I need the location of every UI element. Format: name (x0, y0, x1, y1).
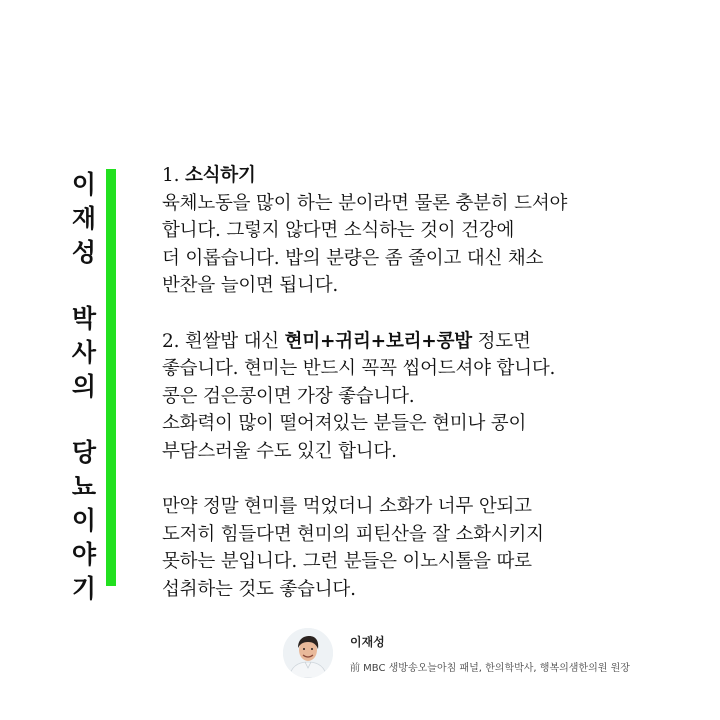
section-2-line: 부담스러울 수도 있긴 합니다. (162, 440, 397, 462)
section-1 (162, 162, 702, 300)
section-1-title: 소식하기 (184, 165, 256, 186)
section-3-line: 섭취하는 것도 좋습니다. (162, 578, 356, 600)
title-char: 당 (71, 438, 97, 467)
author-avatar (283, 628, 333, 678)
title-char: 재 (71, 204, 97, 233)
accent-bar (106, 169, 116, 586)
author-description: 前 MBC 생방송오늘아침 패널, 한의학박사, 행복의샘한의원 원장 (350, 663, 630, 674)
title-char: 이 (71, 506, 97, 535)
section-3-line: 만약 정말 현미를 먹었더니 소화가 너무 안되고 (162, 496, 532, 518)
section-3 (162, 493, 702, 603)
title-char: 의 (71, 372, 97, 401)
section-2 (162, 328, 702, 466)
title-char: 이 (71, 170, 97, 199)
title-char: 야 (71, 540, 97, 569)
section-2-line: 좋습니다. 현미는 반드시 꼭꼭 씹어드셔야 합니다. (162, 358, 556, 380)
section-2-line: 콩은 검은콩이면 가장 좋습니다. (162, 385, 415, 407)
title-char: 기 (71, 574, 97, 603)
section-1-line: 합니다. 그렇지 않다면 소식하는 것이 건강에 (162, 220, 515, 242)
section-3-line: 못하는 분입니다. 그런 분들은 이노시톨을 따로 (162, 551, 532, 573)
section-2-heading: 2. 흰쌀밥 대신 현미+귀리+보리+콩밥 정도면 (162, 330, 531, 352)
section-1-heading: 1. 소식하기 (162, 165, 256, 186)
title-char: 박 (71, 304, 97, 333)
section-2-line: 소화력이 많이 떨어져있는 분들은 현미나 콩이 (162, 413, 527, 435)
section-1-line: 더 이롭습니다. 밥의 분량은 좀 줄이고 대신 채소 (162, 247, 544, 269)
section-3-line: 도저히 힘들다면 현미의 피틴산을 잘 소화시키지 (162, 523, 544, 545)
title-char: 사 (71, 338, 97, 367)
author-portrait-icon (283, 628, 333, 678)
author-name: 이재성 (350, 635, 385, 649)
grain-mix-highlight: 현미+귀리+보리+콩밥 (284, 330, 472, 352)
article-body (162, 162, 702, 631)
section-1-line: 육체노동을 많이 하는 분이라면 물론 충분히 드셔야 (162, 192, 568, 214)
title-char: 뇨 (71, 472, 97, 501)
section-1-line: 반찬을 늘이면 됩니다. (162, 275, 339, 297)
title-char: 성 (71, 238, 97, 267)
vertical-title (64, 168, 104, 606)
